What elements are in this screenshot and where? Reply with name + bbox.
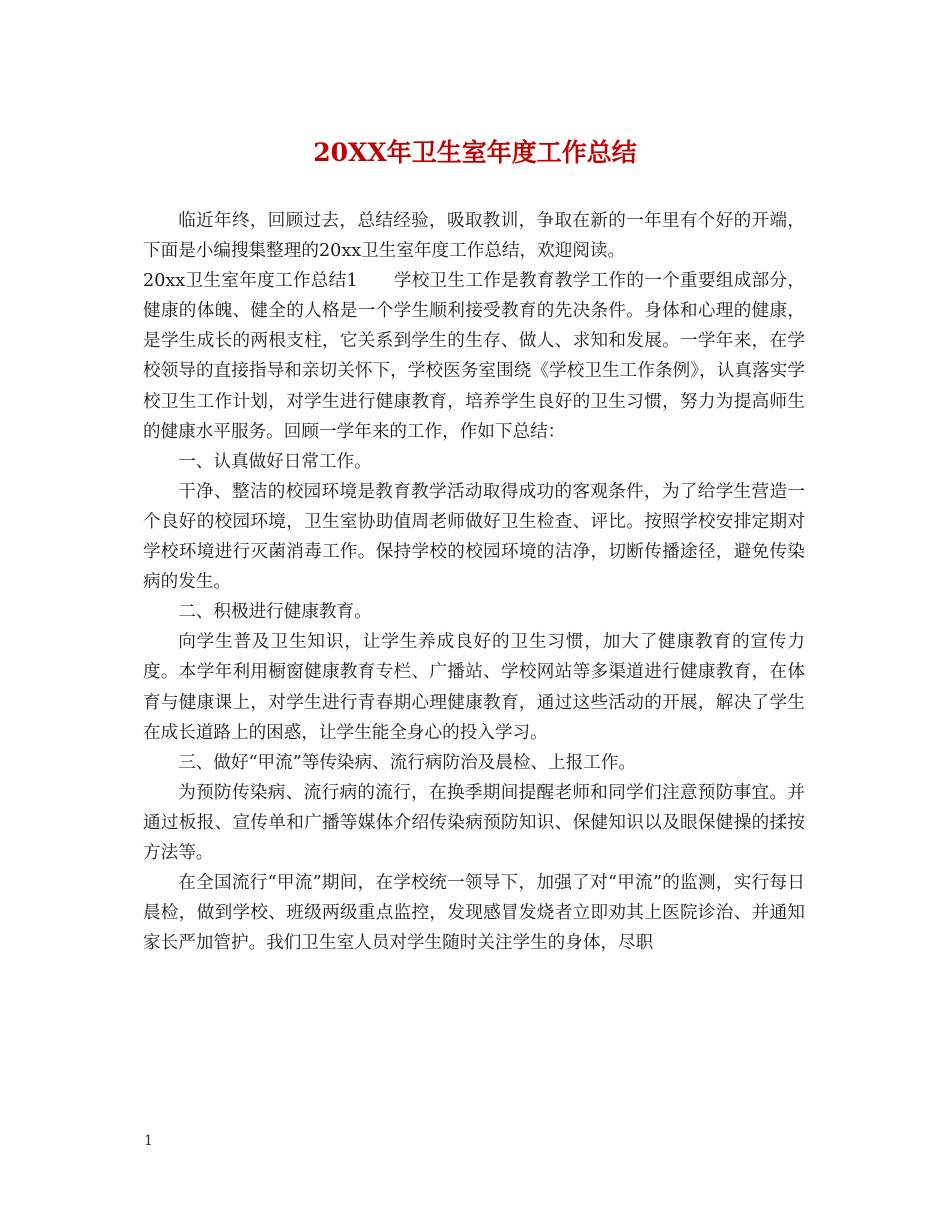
paragraph: 干净、整洁的校园环境是教育教学活动取得成功的客观条件，为了给学生营造一个良好的校园环境，卫生室协助值周老师做好卫生检查、评比。按照学校安排定期对学校环境进行灭菌消毒工作。保持学校的校园环境的洁净，切断传播途径，避免传染病的发生。 [143, 481, 805, 593]
document-title: 20XX年卫生室年度工作总结 [313, 138, 637, 167]
paragraph: 临近年终，回顾过去，总结经验，吸取教训，争取在新的一年里有个好的开端，下面是小编搜集整理的20xx卫生室年度工作总结，欢迎阅读。 [143, 211, 805, 262]
paragraph: 在全国流行“甲流”期间，在学校统一领导下，加强了对“甲流”的监测，实行每日晨检，做到学校、班级两级重点监控，发现感冒发烧者立即劝其上医院诊治、并通知家长严加管护。我们卫生室人员对学生随时关注学生的身体，尽职 [143, 873, 805, 954]
document-body [143, 206, 805, 958]
section-heading: 三、做好“甲流”等传染病、流行病防治及晨检、上报工作。 [178, 752, 637, 773]
paragraph: 向学生普及卫生知识，让学生养成良好的卫生习惯，加大了健康教育的宣传力度。本学年利用橱窗健康教育专栏、广播站、学校网站等多渠道进行健康教育，在体育与健康课上，对学生进行青春期心理健康教育，通过这些活动的开展，解决了学生在成长道路上的困惑，让学生能全身心的投入学习。 [143, 632, 805, 743]
paragraph: 为预防传染病、流行病的流行，在换季期间提醒老师和同学们注意预防事宜。并通过板报、宣传单和广播等媒体介绍传染病预防知识、保健知识以及眼保健操的揉按方法等。 [143, 782, 805, 863]
page-number: 1 [144, 1133, 153, 1149]
paragraph: 20xx卫生室年度工作总结1 学校卫生工作是教育教学工作的一个重要组成部分，健康的体魄、健全的人格是一个学生顺利接受教育的先决条件。身体和心理的健康，是学生成长的两根支柱，它关系到学生的生存、做人、求知和发展。一学年来，在学校领导的直接指导和亲切关怀下，学校医务室围绕《学校卫生工作条例》，认真落实学校卫生工作计划，对学生进行健康教育，培养学生良好的卫生习惯，努力为提高师生的健康水平服务。回顾一学年来的工作，作如下总结： [143, 271, 805, 442]
section-heading: 二、积极进行健康教育。 [178, 602, 372, 623]
section-heading: 一、认真做好日常工作。 [178, 451, 372, 472]
